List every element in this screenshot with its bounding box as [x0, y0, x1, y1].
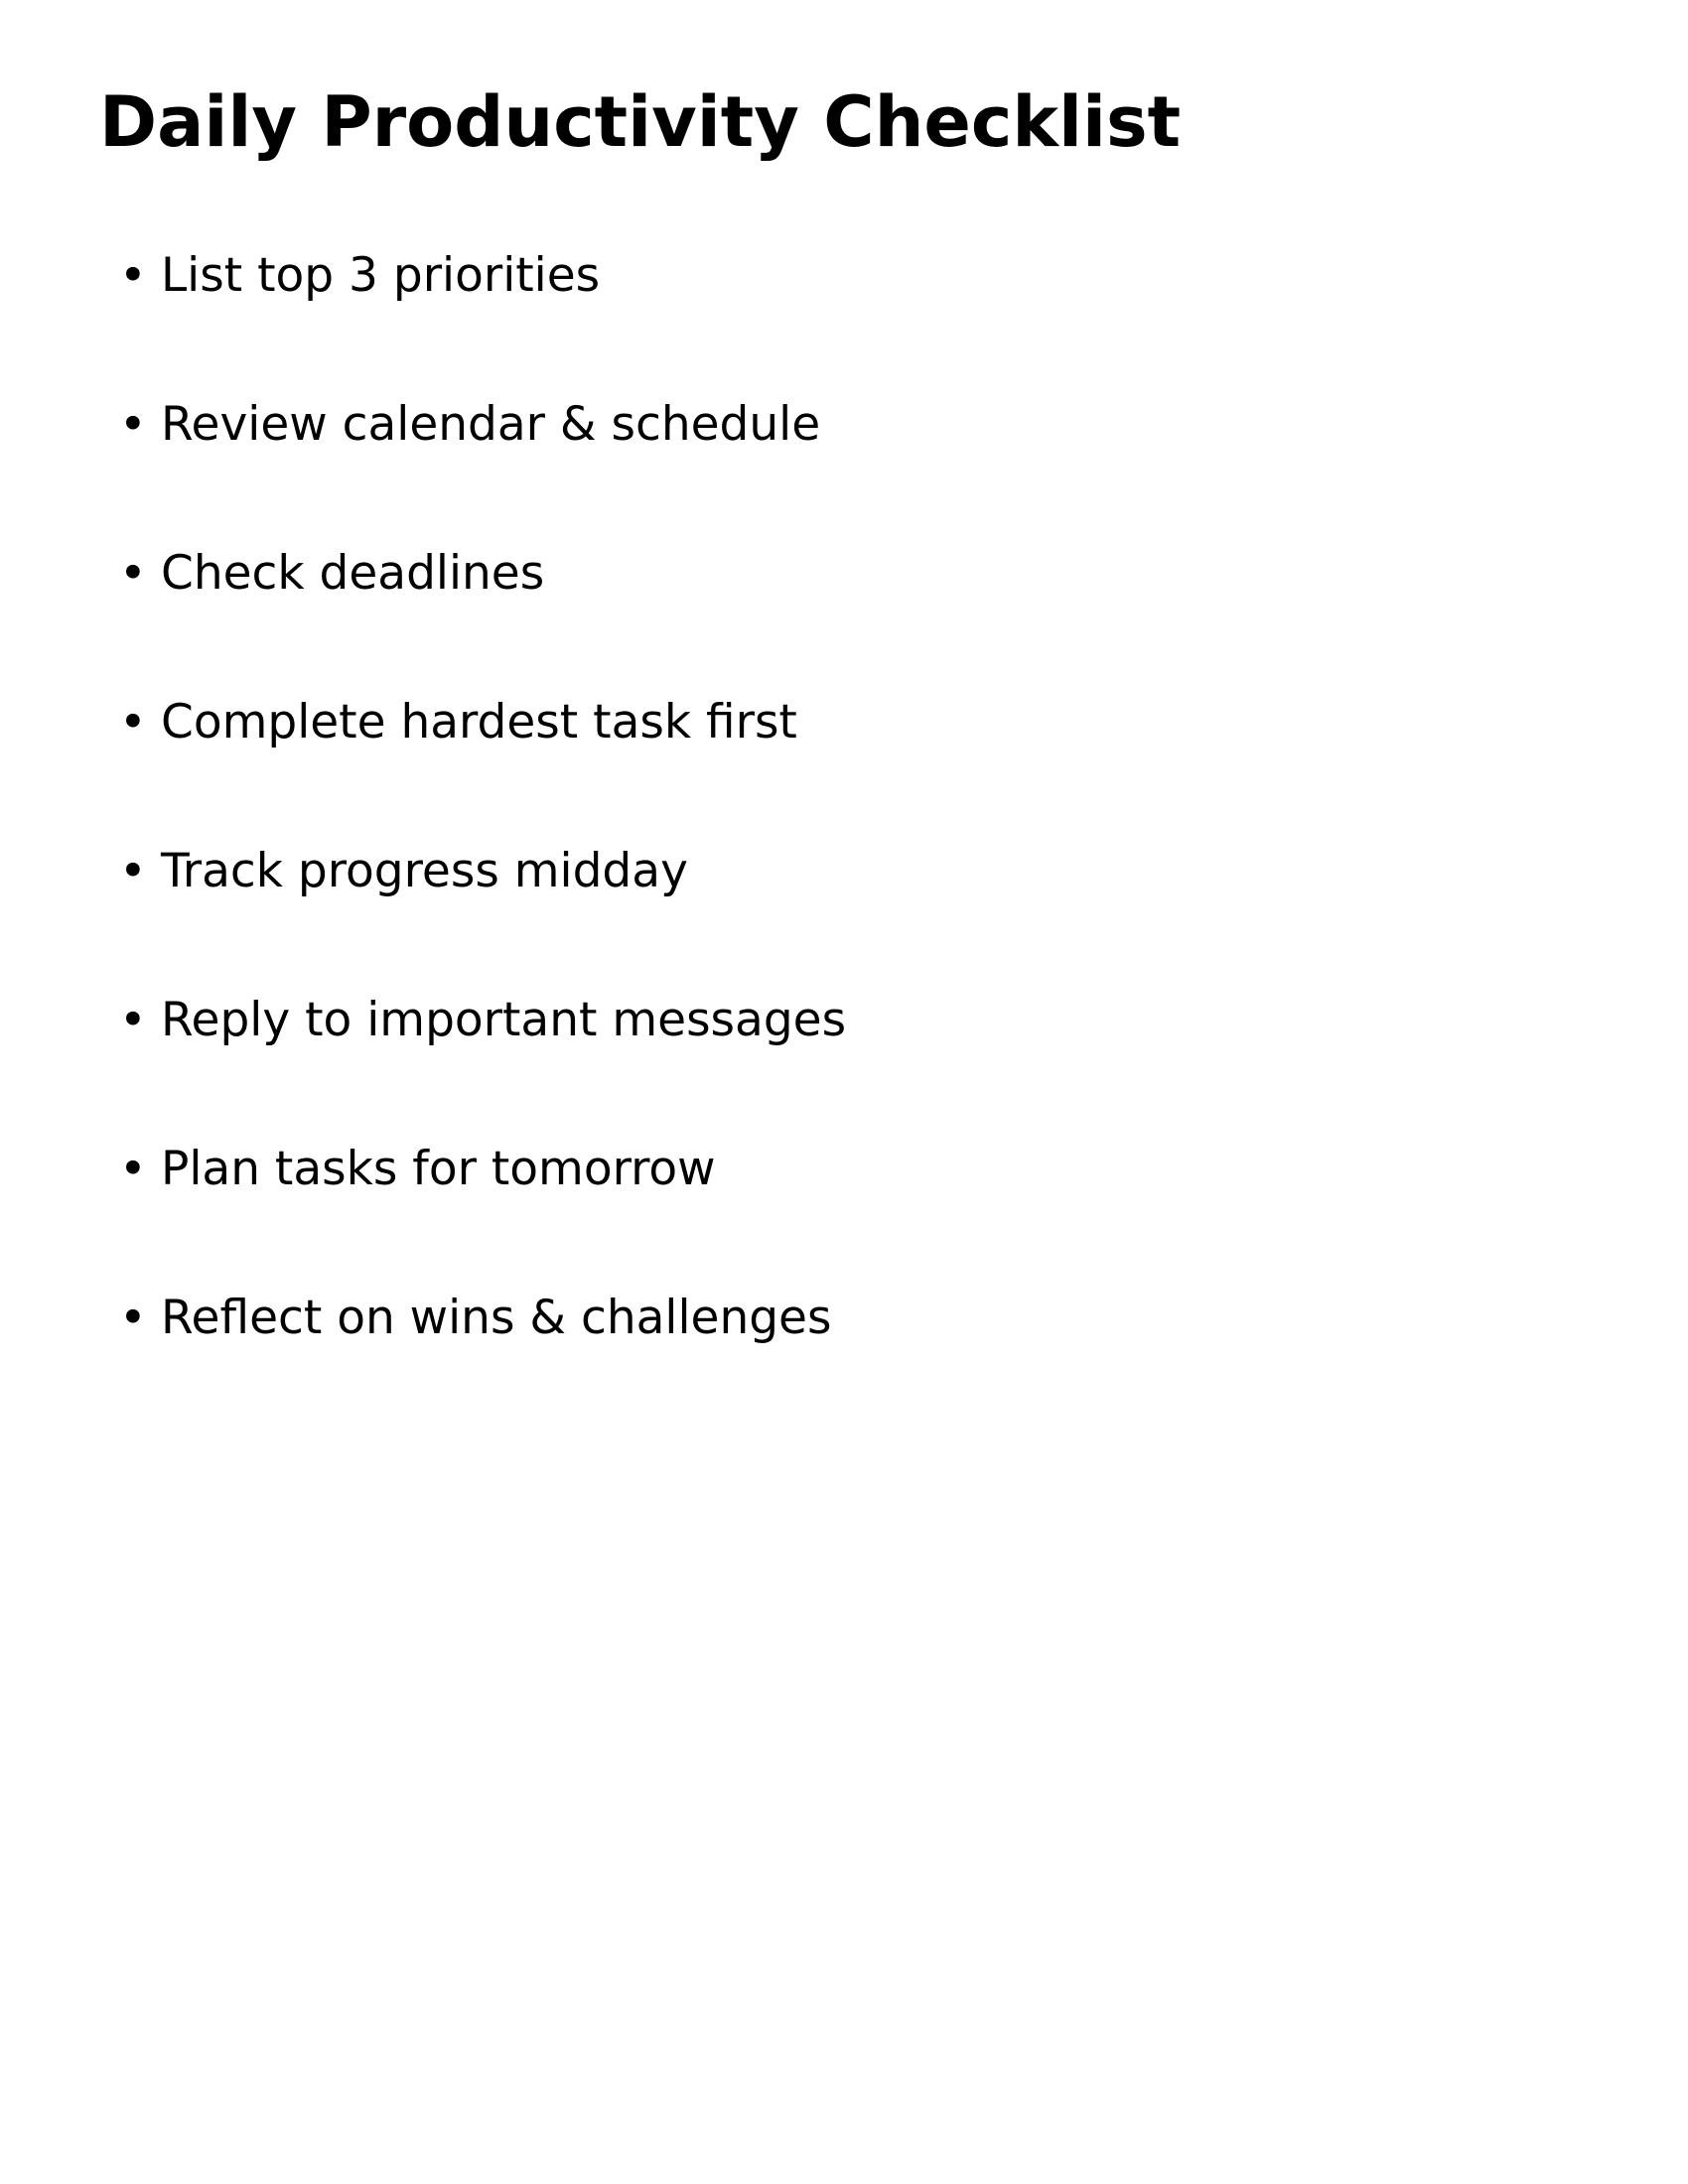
checklist-item-text: List top 3 priorities: [161, 248, 601, 303]
checklist-item-text: Track progress midday: [161, 844, 688, 898]
checklist-item: [119, 839, 846, 988]
page-title: Daily Productivity Checklist: [99, 81, 1182, 163]
bullet-icon: •: [119, 695, 147, 750]
checklist-item-text: Check deadlines: [161, 546, 545, 601]
checklist-item-text: Reflect on wins & challenges: [161, 1291, 832, 1345]
checklist-item: [119, 1137, 846, 1286]
bullet-icon: •: [119, 844, 147, 898]
bullet-icon: •: [119, 248, 147, 303]
checklist-item-text: Plan tasks for tomorrow: [161, 1142, 716, 1196]
checklist-item: [119, 541, 846, 690]
checklist: [119, 243, 846, 1434]
bullet-icon: •: [119, 546, 147, 601]
checklist-item-text: Complete hardest task first: [161, 695, 797, 750]
checklist-item: [119, 243, 846, 392]
bullet-icon: •: [119, 993, 147, 1047]
checklist-item: [119, 988, 846, 1137]
checklist-item: [119, 1286, 846, 1434]
bullet-icon: •: [119, 397, 147, 452]
bullet-icon: •: [119, 1142, 147, 1196]
checklist-item: [119, 690, 846, 839]
bullet-icon: •: [119, 1291, 147, 1345]
checklist-item-text: Reply to important messages: [161, 993, 847, 1047]
checklist-item-text: Review calendar & schedule: [161, 397, 821, 452]
checklist-item: [119, 392, 846, 541]
